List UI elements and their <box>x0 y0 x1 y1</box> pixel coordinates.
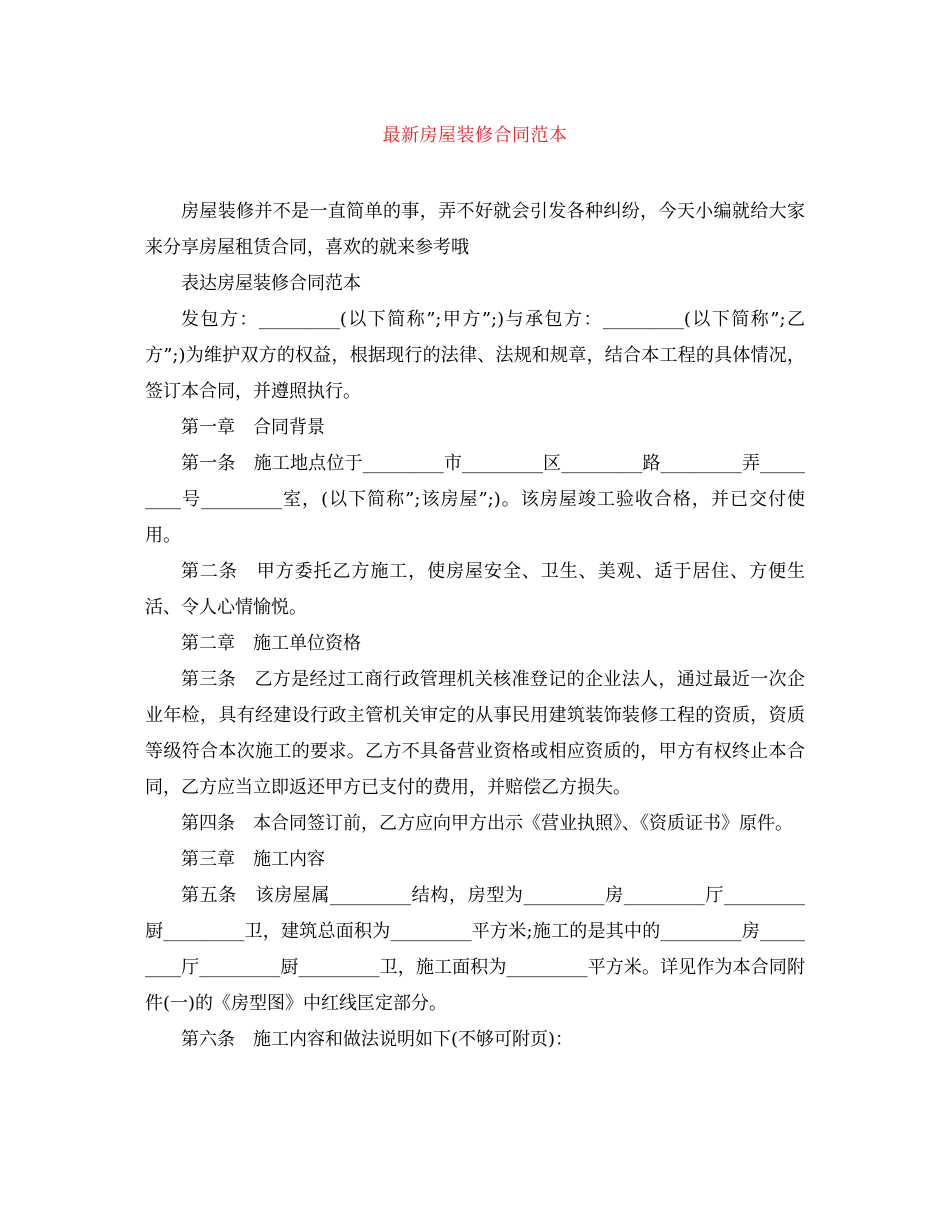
article-6-paragraph: 第六条 施工内容和做法说明如下(不够可附页)： <box>181 1029 574 1050</box>
article-2-paragraph: 第二条 甲方委托乙方施工，使房屋安全、卫生、美观、适于居住、方便生活、令人心情愉悦。 <box>145 561 805 618</box>
chapter-3-heading: 第三章 施工内容 <box>181 849 325 870</box>
document-body <box>145 194 805 1058</box>
article-3-paragraph: 第三条 乙方是经过工商行政管理机关核准登记的企业法人，通过最近一次企业年检，具有经建设行政主管机关审定的从事民用建筑装饰装修工程的资质，资质等级符合本次施工的要求。乙方不具备营业资格或相应资质的，甲方有权终止本合同，乙方应当立即返还甲方已支付的费用，并赔偿乙方损失。 <box>145 669 805 798</box>
article-4-paragraph: 第四条 本合同签订前，乙方应向甲方出示《营业执照》、《资质证书》原件。 <box>181 813 793 834</box>
article-1-paragraph: 第一条 施工地点位于_________市_________区_________路_________弄_________号_________室，(以下简称”;该房屋”;)。该房屋竣工验收合格，并已交付使用。 <box>145 453 805 546</box>
article-5-paragraph: 第五条 该房屋属_________结构，房型为_________房_________厅_________厨_________卫，建筑总面积为_________平方米;施工的是其中的_________房_________厅_________厨_________卫，施工面积为_________平方米。详见作为本合同附件(一)的《房型图》中红线匡定部分。 <box>145 885 805 1014</box>
chapter-1-heading: 第一章 合同背景 <box>181 417 325 438</box>
intro-paragraph: 房屋装修并不是一直简单的事，弄不好就会引发各种纠纷，今天小编就给大家来分享房屋租赁合同，喜欢的就来参考哦 <box>145 201 805 258</box>
parties-paragraph: 发包方：_________(以下简称”;甲方”;)与承包方：_________(以下简称”;乙方”;)为维护双方的权益，根据现行的法律、法规和规章，结合本工程的具体情况，签订本合同，并遵照执行。 <box>145 309 805 402</box>
subtitle-paragraph: 表达房屋装修合同范本 <box>181 273 361 294</box>
chapter-2-heading: 第二章 施工单位资格 <box>181 633 361 654</box>
document-title: 最新房屋装修合同范本 <box>382 125 568 146</box>
